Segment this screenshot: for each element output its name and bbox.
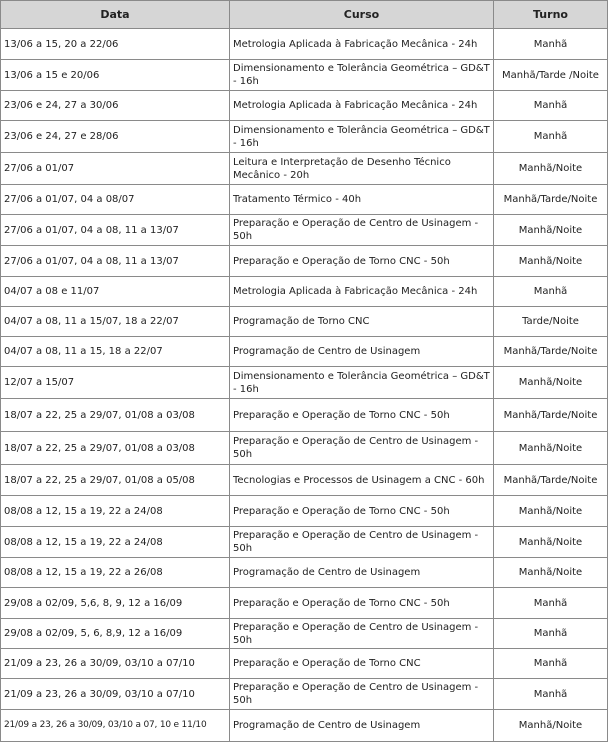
table-row [1,185,608,215]
table-row [1,29,608,60]
cell-turno: Manhã/Noite [494,710,608,742]
cell-data: 08/08 a 12, 15 a 19, 22 a 26/08 [1,558,230,588]
cell-data: 04/07 a 08, 11 a 15, 18 a 22/07 [1,337,230,367]
cell-curso: Leitura e Interpretação de Desenho Técnico Mecânico - 20h [230,153,494,185]
cell-turno: Manhã [494,121,608,153]
cell-turno: Manhã/Noite [494,367,608,399]
table-row [1,337,608,367]
cell-curso: Tratamento Térmico - 40h [230,185,494,215]
cell-curso: Tecnologias e Processos de Usinagem a CNC - 60h [230,465,494,496]
cell-curso: Preparação e Operação de Torno CNC - 50h [230,496,494,527]
cell-data: 18/07 a 22, 25 a 29/07, 01/08 a 05/08 [1,465,230,496]
header-data: Data [1,1,230,29]
cell-turno: Manhã/Tarde /Noite [494,60,608,91]
cell-turno: Manhã/Noite [494,496,608,527]
cell-turno: Manhã [494,277,608,307]
cell-turno: Manhã [494,91,608,121]
cell-turno: Tarde/Noite [494,307,608,337]
cell-data: 12/07 a 15/07 [1,367,230,399]
cell-curso: Preparação e Operação de Centro de Usinagem - 50h [230,679,494,710]
cell-curso: Preparação e Operação de Torno CNC - 50h [230,246,494,277]
cell-curso: Dimensionamento e Tolerância Geométrica – GD&T - 16h [230,121,494,153]
cell-curso: Preparação e Operação de Centro de Usinagem - 50h [230,619,494,649]
cell-curso: Metrologia Aplicada à Fabricação Mecânica - 24h [230,29,494,60]
cell-data: 27/06 a 01/07, 04 a 08/07 [1,185,230,215]
cell-curso: Programação de Torno CNC [230,307,494,337]
cell-data: 13/06 a 15, 20 a 22/06 [1,29,230,60]
table-row [1,432,608,465]
table-row [1,649,608,679]
table-row [1,246,608,277]
table-row [1,679,608,710]
cell-turno: Manhã/Tarde/Noite [494,337,608,367]
cell-curso: Preparação e Operação de Torno CNC - 50h [230,399,494,432]
table-row [1,91,608,121]
cell-data: 04/07 a 08, 11 a 15/07, 18 a 22/07 [1,307,230,337]
table-row [1,215,608,246]
cell-curso: Preparação e Operação de Centro de Usinagem - 50h [230,527,494,558]
table-row [1,465,608,496]
cell-turno: Manhã/Noite [494,215,608,246]
table-row [1,307,608,337]
cell-data: 27/06 a 01/07, 04 a 08, 11 a 13/07 [1,215,230,246]
cell-turno: Manhã/Noite [494,527,608,558]
table-row [1,588,608,619]
cell-curso: Metrologia Aplicada à Fabricação Mecânica - 24h [230,277,494,307]
table-row [1,619,608,649]
cell-turno: Manhã [494,649,608,679]
table-header [1,1,608,29]
cell-turno: Manhã/Tarde/Noite [494,465,608,496]
table-row [1,496,608,527]
table-row [1,60,608,91]
cell-data: 29/08 a 02/09, 5, 6, 8,9, 12 a 16/09 [1,619,230,649]
cell-curso: Preparação e Operação de Centro de Usinagem - 50h [230,215,494,246]
table-row [1,710,608,742]
header-row [1,1,608,29]
cell-data: 27/06 a 01/07, 04 a 08, 11 a 13/07 [1,246,230,277]
cell-data: 29/08 a 02/09, 5,6, 8, 9, 12 a 16/09 [1,588,230,619]
cell-turno: Manhã/Noite [494,153,608,185]
table-row [1,367,608,399]
cell-data: 21/09 a 23, 26 a 30/09, 03/10 a 07/10 [1,649,230,679]
cell-data: 27/06 a 01/07 [1,153,230,185]
cell-data: 23/06 e 24, 27 e 28/06 [1,121,230,153]
cell-curso: Metrologia Aplicada à Fabricação Mecânica - 24h [230,91,494,121]
table-row [1,153,608,185]
cell-turno: Manhã/Noite [494,558,608,588]
cell-curso: Programação de Centro de Usinagem [230,337,494,367]
table-body [1,29,608,742]
header-turno: Turno [494,1,608,29]
table-row [1,277,608,307]
cell-curso: Preparação e Operação de Centro de Usinagem - 50h [230,432,494,465]
cell-data: 08/08 a 12, 15 a 19, 22 a 24/08 [1,496,230,527]
cell-turno: Manhã [494,29,608,60]
cell-data: 08/08 a 12, 15 a 19, 22 a 24/08 [1,527,230,558]
table-row [1,121,608,153]
cell-turno: Manhã/Tarde/Noite [494,399,608,432]
table-row [1,558,608,588]
cell-data: 04/07 a 08 e 11/07 [1,277,230,307]
cell-data: 23/06 e 24, 27 a 30/06 [1,91,230,121]
cell-data: 21/09 a 23, 26 a 30/09, 03/10 a 07, 10 e 11/10 [1,710,230,742]
cell-turno: Manhã [494,588,608,619]
table-row [1,527,608,558]
cell-turno: Manhã/Tarde/Noite [494,185,608,215]
header-curso: Curso [230,1,494,29]
cell-turno: Manhã [494,679,608,710]
cell-data: 18/07 a 22, 25 a 29/07, 01/08 a 03/08 [1,432,230,465]
cell-curso: Programação de Centro de Usinagem [230,558,494,588]
cell-data: 13/06 a 15 e 20/06 [1,60,230,91]
cell-turno: Manhã/Noite [494,246,608,277]
table-row [1,399,608,432]
cell-turno: Manhã/Noite [494,432,608,465]
cell-curso: Preparação e Operação de Torno CNC [230,649,494,679]
cell-data: 21/09 a 23, 26 a 30/09, 03/10 a 07/10 [1,679,230,710]
cell-curso: Preparação e Operação de Torno CNC - 50h [230,588,494,619]
cell-curso: Programação de Centro de Usinagem [230,710,494,742]
cell-curso: Dimensionamento e Tolerância Geométrica – GD&T - 16h [230,367,494,399]
cell-curso: Dimensionamento e Tolerância Geométrica – GD&T - 16h [230,60,494,91]
cell-data: 18/07 a 22, 25 a 29/07, 01/08 a 03/08 [1,399,230,432]
cell-turno: Manhã [494,619,608,649]
